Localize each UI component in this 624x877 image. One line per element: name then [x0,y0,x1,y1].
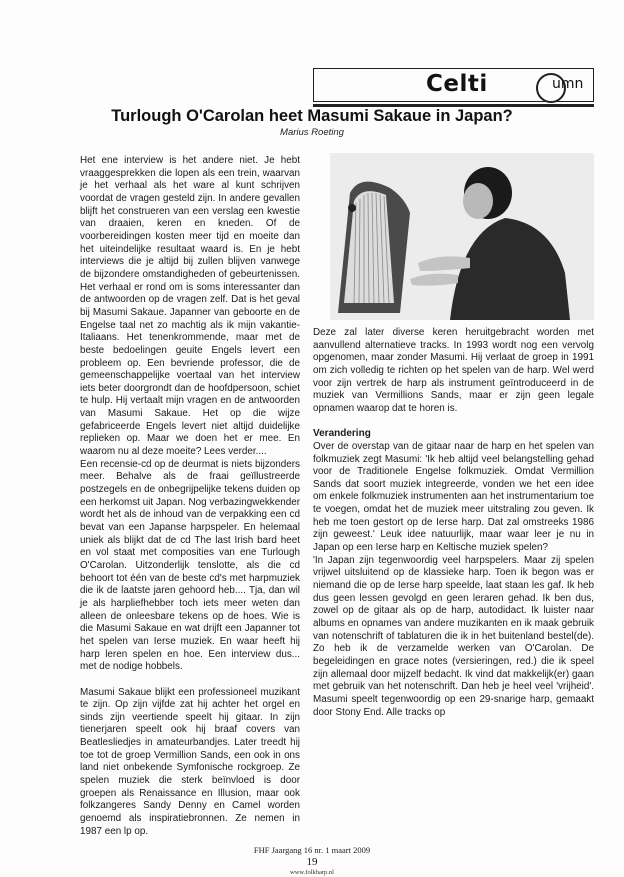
issue-footer: FHF Jaargang 16 nr. 1 maart 2009 [253,845,371,855]
harpist-illustration [330,153,594,320]
left-column [80,155,300,838]
paragraph: Een recensie-cd op de deurmat is niets bijzonders meer. Behalve als de fraai geïllustreerde postzegels en de onbegrijpelijke tekens duiden op een herkomst uit Japan. Nog verbazingwekkender wordt het als de inhoud van de verpakking een cd bevat van een Japanse harpspeler. En helemaal uniek als blijkt dat de cd The last Irish bard heet en vol staat met composities van ene Turlough O'Carolan. Uitzonderlijk tenslotte, als die cd behoort tot één van de beste cd's met harpmuziek die ik de laatste jaren gehoord heb.... Tja, dan wil je als harpliefhebber toch iets meer weten dan alleen de onleesbare tekens op de hoes. Wie is die Masumi Sakaue en wat drijft een Japanner tot het spelen van Ierse muziek. En waar heeft hij harp leren spelen en hoe. Een interview dus... met de nodige hobbels. [80,458,300,673]
right-column [313,327,594,719]
paragraph: 'In Japan zijn tegenwoordig veel harpspelers. Maar zij spelen vrijwel uitsluitend op de klassieke harp. Toen ik begon was er niemand die op de Ierse harp speelde, laat staan les gaf. Ik heb dus geen lessen gevolgd en geen leraren gehad. Ik ben dus, zowel op de gitaar als op de harp, autodidact. Ik luister naar albums en opnames van andere muzikanten en ik maak gebruik van notenschrift of tablaturen die ik in het buitenland bestel(de). Zo heb ik de verzamelde werken van O'Carolan. De begeleidingen en grace notes (versieringen, red.) die ik speel zijn allemaal door mijzelf bedacht. Ik vind dat makkelijk(er) gaan met gebruik van het notenschrift. Dan heb je heel veel 'vrijheid'. Masumi speelt tegenwoordig op een 29-snarige harp, gemaakt door Stony End. Alle tracks op [313,554,594,718]
article-author: Marius Roeting [280,127,344,138]
paragraph: Het ene interview is het andere niet. Je hebt vraaggesprekken die lopen als een trein, waarvan je het verhaal als het ware al kunt schrijven voordat de vragen gesteld zijn. In andere gevallen blijft het construeren van een verslag een kwestie van draaien, keren en kneden. Of de voorbereidingen kosten meer tijd en moeite dan het uiteindelijke resultaat waard is. En je hebt interviews die je altijd bij zullen blijven vanwege de bijzondere omstandigheden of gebeurtenissen. Het verhaal er rond om is soms interessanter dan de antwoorden op de vragen zelf. Dat is het geval bij Masumi Sakaue. Japanner van geboorte en de Engelse taal net zo machtig als ik mijn vakantie-Italiaans. Het tenenkrommende, maar met de beste bedoelingen geuite Engels levert een probleem op. Een bevriende professor, die de gemeenschappelijke voertaal van het interview iets beter doorgrondt dan de hoofdpersoon, schiet te hulp. Hij vertaalt mijn vragen en de antwoorden van Masumi Sakaue. Het op die wijze gefabriceerde Engels levert niet altijd duidelijke replieken op. Maar we doen het er mee. En waarom nu al deze moeite? Lees verder.... [80,155,300,458]
section-subheading: Verandering [313,428,371,440]
paragraph: Deze zal later diverse keren heruitgebracht worden met aanvullend alternatieve tracks. In 1993 wordt nog een vervolg opgenomen, maar zonder Masumi. Hij verlaat de groep in 1991 om zich volledig te richten op het spelen van de harp. Wel werd voor zijn vertrek de harp als instrument geïntroduceerd in de muziek van Vermillions Sands, maar er zijn geen legale opnamen waarop dat te horen is. [313,327,594,414]
logo-tail: umn [552,76,584,92]
celtic-column-logo: Celti [426,71,488,97]
footer-url: www.folkharp.nl [290,869,334,876]
article-title: Turlough O'Carolan heet Masumi Sakaue in Japan? [111,107,513,125]
harpist-photo [330,153,594,320]
paragraph: Masumi Sakaue blijkt een professioneel muzikant te zijn. Op zijn vijfde zat hij achter het orgel en sinds zijn veertiende speelt hij gitaar. In zijn tienerjaren speelt ook hij braaf covers van Beatlesliedjes in amateurbandjes. Later treedt hij toe tot de groep Vermillion Sands, een ook in ons land niet onbekende Symfonische rockgroep. Ze spelen muziek die sterk beïnvloed is door groepen als Renaissance en Illusion, maar ook folkzangeres Sandy Denny en Camel worden genoemd als inspiratiebronnen. Ze nemen in 1987 een lp op. [80,686,300,837]
page-number: 19 [306,856,318,868]
paragraph: Over de overstap van de gitaar naar de harp en het spelen van folkmuziek zegt Masumi: 'Ik heb altijd veel belangstelling gehad voor de Traditionele Engelse folkmuziek. Omdat Vermillion Sands dat soort muziek integreerde, vonden we het een idee om enkele folkmuziek instrumenten aan het instrumentarium toe te voegen, omdat het de muziek meer uitstraling zou geven. Ik heb me toen gestort op de Ierse harp. Dat zal omstreeks 1986 zijn geweest.' Leuk idee natuurlijk, maar waar leer je nu in Japan op een Ierse harp en Keltische muziek spelen? [313,440,594,554]
